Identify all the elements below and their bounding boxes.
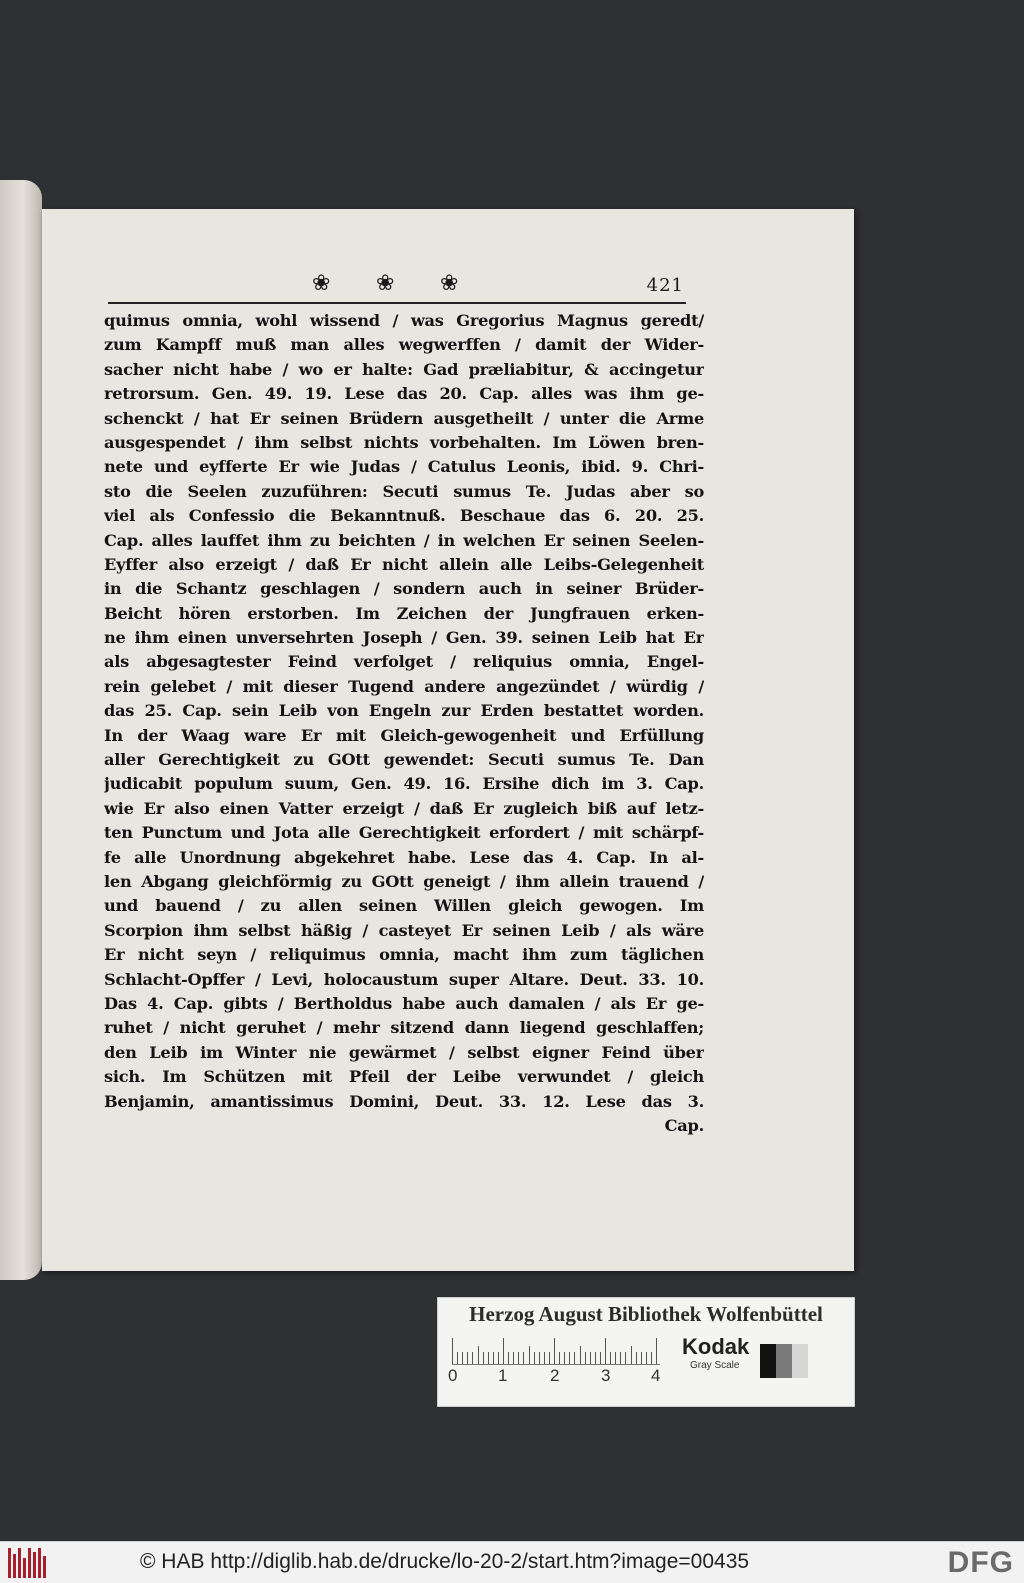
gray-scale-label: Gray Scale (690, 1360, 740, 1371)
ruler-number: 2 (550, 1366, 560, 1385)
text-line: ten Punctum und Jota alle Gerechtigkeit erfordert / mit schärpf- (104, 823, 704, 843)
ruler-number: 3 (601, 1366, 611, 1385)
ruler-tick (564, 1352, 565, 1364)
text-line: In der Waag ware Er mit Gleich-gewogenheit und Erfüllung (104, 725, 704, 745)
ruler-tick (534, 1352, 535, 1364)
ruler-tick (600, 1352, 601, 1364)
ruler-tick (615, 1352, 616, 1364)
ruler-tick (513, 1352, 514, 1364)
text-line: ausgespendet / ihm selbst nichts vorbehalten. Im Löwen bren- (104, 432, 704, 452)
text-line: rein gelebet / mit dieser Tugend andere angezündet / würdig / (104, 676, 704, 696)
text-line: Beicht hören erstorben. Im Zeichen der Jungfrauen erken- (104, 603, 704, 623)
ruler-tick (503, 1338, 504, 1364)
ruler-number: 4 (651, 1366, 661, 1385)
ruler-tick (478, 1346, 479, 1364)
ruler-tick (651, 1352, 652, 1364)
text-line: retrorsum. Gen. 49. 19. Lese das 20. Cap. alles was ihm ge- (104, 384, 704, 404)
text-line: len Abgang gleichförmig zu GOtt geneigt / ihm allein trauend / (104, 871, 704, 891)
page-number: 421 (646, 275, 684, 296)
text-line: Scorpion ihm selbst häßig / casteyet Er seinen Leib / als wäre (104, 920, 704, 940)
text-line: zum Kampff muß man alles wegwerffen / damit der Wider- (104, 335, 704, 355)
text-line: in die Schantz geschlagen / sondern auch in seiner Brüder- (104, 579, 704, 599)
text-line: Er nicht seyn / reliquimus omnia, macht ihm zum täglichen (104, 945, 704, 965)
text-line: Benjamin, amantissimus Domini, Deut. 33. 12. Lese das 3. (104, 1091, 704, 1111)
kodak-logo: Kodak (682, 1334, 750, 1359)
text-line: Eyffer also erzeigt / daß Er nicht allein alle Leibs-Gelegenheit (104, 554, 704, 574)
ruler-tick (590, 1352, 591, 1364)
ruler-tick (559, 1352, 560, 1364)
ruler-tick (574, 1352, 575, 1364)
text-line: aller Gerechtigkeit zu GOtt gewendet: Secuti sumus Te. Dan (104, 750, 704, 770)
hab-logo-icon (8, 1548, 48, 1578)
ruler-number: 1 (498, 1366, 508, 1385)
ruler-tick (539, 1352, 540, 1364)
text-line: Das 4. Cap. gibts / Bertholdus habe auch damalen / als Er ge- (104, 993, 704, 1013)
previous-page-edge (0, 180, 42, 1280)
scanned-page (42, 209, 854, 1271)
text-line: quimus omnia, wohl wissend / was Gregorius Magnus geredt/ (104, 311, 704, 330)
ruler-tick (585, 1352, 586, 1364)
text-line: ne ihm einen unversehrten Joseph / Gen. 39. seinen Leib hat Er (104, 628, 704, 648)
text-line: Cap. (664, 1115, 704, 1135)
text-line: als abgesagtester Feind verfolget / reliquius omnia, Engel- (104, 652, 704, 672)
text-line: Cap. alles lauffet ihm zu beichten / in welchen Er seinen Seelen- (104, 530, 704, 550)
text-line: und bauend / zu allen seinen Willen gleich gewogen. Im (104, 896, 704, 916)
text-line: sich. Im Schützen mit Pfeil der Leibe verwundet / gleich (104, 1067, 704, 1087)
text-line: judicabit populum suum, Gen. 49. 16. Ersihe dich im 3. Cap. (104, 774, 704, 794)
text-line: viel als Confessio die Bekanntnuß. Beschaue das 6. 20. 25. (104, 506, 704, 526)
ruler-tick (625, 1352, 626, 1364)
ruler-tick (656, 1338, 657, 1364)
ruler-tick (483, 1352, 484, 1364)
ruler-tick (620, 1352, 621, 1364)
ruler-tick (595, 1352, 596, 1364)
ruler-tick (554, 1338, 555, 1364)
text-line: den Leib im Winter nie gewärmet / selbst eigner Feind über (104, 1042, 704, 1062)
text-line: nete und eyfferte Er wie Judas / Catulus Leonis, ibid. 9. Chri- (104, 457, 704, 477)
ruler-tick (508, 1352, 509, 1364)
ruler-tick (544, 1352, 545, 1364)
ruler-tick (498, 1352, 499, 1364)
body-text (104, 309, 704, 1138)
ruler-tick (529, 1346, 530, 1364)
text-line: sto die Seelen zuzuführen: Secuti sumus Te. Judas aber so (104, 481, 704, 501)
ruler-tick (580, 1346, 581, 1364)
ruler-tick (636, 1352, 637, 1364)
ruler-tick (467, 1352, 468, 1364)
ruler-tick (641, 1352, 642, 1364)
ruler-tick (518, 1352, 519, 1364)
text-line: fe alle Unordnung abgekehret habe. Lese das 4. Cap. In al- (104, 847, 704, 867)
ruler-tick (569, 1352, 570, 1364)
library-name: Herzog August Bibliothek Wolfenbüttel (469, 1302, 823, 1326)
text-line: schenckt / hat Er seinen Brüdern ausgetheilt / unter die Arme (104, 408, 704, 428)
ruler-tick (462, 1352, 463, 1364)
library-label (437, 1297, 855, 1407)
dfg-logo: DFG (947, 1546, 1014, 1579)
ruler-number: 0 (448, 1366, 458, 1385)
text-line: ruhet / nicht geruhet / mehr sitzend dann liegend geschlaffen; (104, 1018, 704, 1038)
ruler-tick (488, 1352, 489, 1364)
text-line: Schlacht-Opffer / Levi, holocaustum super Altare. Deut. 33. 10. (104, 969, 704, 989)
ruler-tick (523, 1352, 524, 1364)
footer-bar (0, 1541, 1024, 1583)
gray-scale-patches (760, 1344, 808, 1378)
ruler-tick (457, 1352, 458, 1364)
ruler-numbers (438, 1366, 678, 1390)
ornament-icon: ❀ (440, 271, 459, 296)
source-link[interactable]: © HAB http://diglib.hab.de/drucke/lo-20-2/start.htm?image=00435 (140, 1550, 750, 1573)
ornament-icon: ❀ (376, 271, 395, 296)
text-line: wie Er also einen Vatter erzeigt / daß Er zugleich biß auf letz- (104, 798, 704, 818)
ruler-tick (493, 1352, 494, 1364)
ruler-tick (472, 1352, 473, 1364)
text-line: das 25. Cap. sein Leib von Engeln zur Erden bestattet worden. (104, 701, 704, 721)
ruler-tick (549, 1352, 550, 1364)
header-ornaments (312, 271, 512, 301)
ornament-icon: ❀ (312, 271, 331, 296)
ruler (452, 1336, 660, 1365)
header-rule (108, 302, 686, 304)
ruler-tick (646, 1352, 647, 1364)
ruler-tick (452, 1338, 453, 1364)
text-line: sacher nicht habe / wo er halte: Gad præliabitur, & accingetur (104, 359, 704, 379)
ruler-tick (631, 1346, 632, 1364)
ruler-tick (605, 1338, 606, 1364)
ruler-tick (610, 1352, 611, 1364)
